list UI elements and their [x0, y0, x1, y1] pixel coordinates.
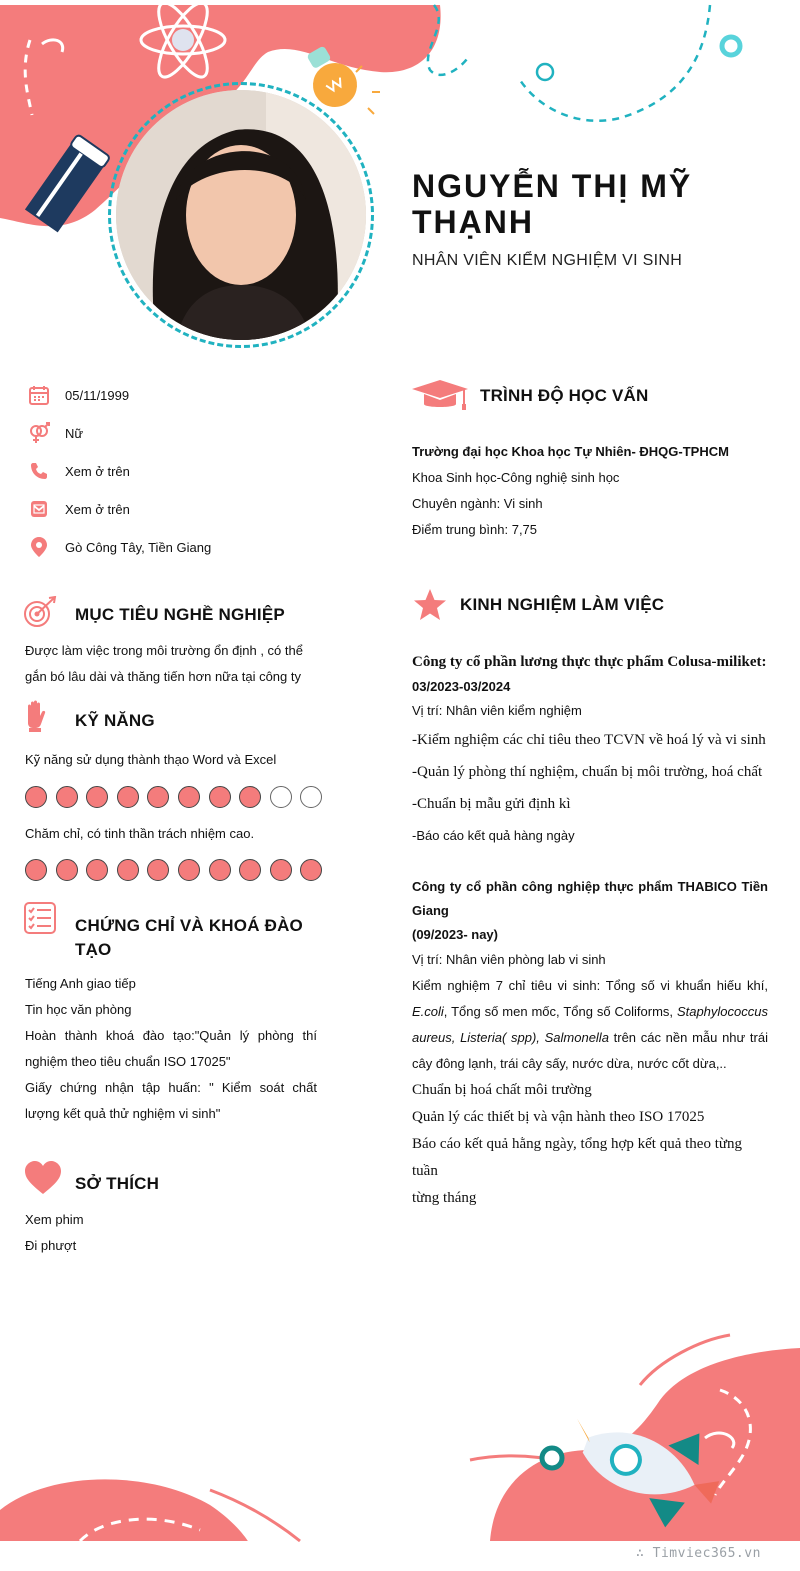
rating-dot-filled	[86, 786, 108, 808]
rating-dot-filled	[117, 786, 139, 808]
rating-dot-filled	[239, 786, 261, 808]
experience-title: KINH NGHIỆM LÀM VIỆC	[460, 595, 665, 614]
job-period: (09/2023- nay)	[412, 927, 498, 942]
info-value: 05/11/1999	[65, 387, 130, 403]
watermark: ∴ Timviec365.vn	[636, 1546, 761, 1561]
rating-dot-filled	[117, 859, 139, 881]
company-name-cont: Giang	[412, 903, 449, 918]
job-position: Vị trí: Nhân viên phòng lab vi sinh	[412, 952, 606, 967]
gpa: Điểm trung bình: 7,75	[412, 522, 538, 537]
info-value: Nữ	[65, 425, 84, 441]
rating-dot-filled	[56, 786, 78, 808]
certificates-title: CHỨNG CHỈ VÀ KHOÁ ĐÀO TẠO	[75, 916, 303, 959]
job-duty: từng tháng	[412, 1190, 477, 1206]
job-duty: -Kiểm nghiệm các chỉ tiêu theo TCVN về hoá lý và vi sinh	[412, 732, 766, 748]
gender-icon	[28, 422, 50, 444]
target-icon	[24, 596, 58, 633]
rating-dot-filled	[86, 859, 108, 881]
job-period: 03/2023-03/2024	[412, 679, 511, 694]
star-icon	[413, 588, 447, 627]
email-icon	[28, 498, 50, 520]
rating-dot-filled	[209, 859, 231, 881]
skills-title: KỸ NĂNG	[75, 711, 155, 730]
location-pin-icon	[28, 536, 50, 558]
rating-dot-empty	[300, 786, 322, 808]
rating-dot-filled	[209, 786, 231, 808]
objective-title: MỤC TIÊU NGHỀ NGHIỆP	[75, 605, 285, 624]
education-title: TRÌNH ĐỘ HỌC VẤN	[480, 386, 649, 405]
info-phone	[28, 459, 130, 483]
info-gender	[28, 421, 83, 445]
info-address	[28, 535, 211, 559]
major: Chuyên ngành: Vi sinh	[412, 496, 543, 511]
job-duty: Báo cáo kết quả hằng ngày, tổng hợp kết quả theo từng tuần	[412, 1136, 743, 1179]
skill-rating	[25, 859, 322, 881]
hobbies-title: SỞ THÍCH	[75, 1174, 160, 1193]
certificate-item: Tiếng Anh giao tiếp	[25, 976, 136, 991]
checklist-icon	[24, 902, 56, 939]
graduation-cap-icon	[412, 380, 468, 417]
job-description: Kiểm nghiệm 7 chỉ tiêu vi sinh: Tổng số vi khuẩn hiếu khí, E.coli, Tổng số men mốc, Tổng số Coliforms, Staphylococcus aureus, Listeria( spp), Salmonella trên các nền mẫu như trái cây đông lạnh, trái cây sấy, nước dừa, nước cốt dừa,..	[412, 978, 768, 1071]
rating-dot-filled	[25, 786, 47, 808]
certificate-item: Tin học văn phòng	[25, 1002, 132, 1017]
certificate-item: nghiệm theo tiêu chuẩn ISO 17025"	[25, 1054, 231, 1069]
rating-dot-filled	[56, 859, 78, 881]
education-details	[412, 439, 729, 543]
phone-icon	[28, 460, 50, 482]
job-duty: -Chuẩn bị mẫu gửi định kì	[412, 796, 571, 812]
job-duty: -Quản lý phòng thí nghiệm, chuẩn bị môi trường, hoá chất	[412, 764, 763, 780]
job-entry-2	[412, 875, 768, 1212]
info-value: Xem ở trên	[65, 463, 130, 479]
info-email	[28, 497, 130, 521]
profile-photo	[116, 90, 366, 340]
objective-text: Được làm việc trong môi trường ổn định , có thể gắn bó lâu dài và thăng tiến hơn nữa tại công ty	[25, 643, 303, 684]
heart-icon	[24, 1161, 62, 1200]
job-entry-1	[412, 648, 768, 852]
job-duty: Chuẩn bị hoá chất môi trường	[412, 1082, 592, 1098]
company-name: Công ty cổ phần lương thực thực phẩm Colusa-miliket:	[412, 654, 767, 670]
skill-label: Kỹ năng sử dụng thành thạo Word và Excel	[25, 752, 277, 767]
rating-dot-filled	[25, 859, 47, 881]
certificate-item: lượng kết quả thử nghiệm vi sinh"	[25, 1106, 221, 1121]
rating-dot-filled	[147, 859, 169, 881]
rating-dot-filled	[300, 859, 322, 881]
certificate-item: Hoàn thành khoá đào tạo:"Quản lý phòng thí	[25, 1028, 317, 1043]
certificates-list	[25, 971, 317, 1127]
rating-dot-filled	[178, 859, 200, 881]
candidate-name: NGUYỄN THỊ MỸ THẠNH	[412, 168, 693, 240]
calendar-icon	[28, 384, 50, 406]
hobby-item: Xem phim	[25, 1212, 84, 1227]
job-duty: Quản lý các thiết bị và vận hành theo ISO 17025	[412, 1109, 705, 1125]
rating-dot-filled	[147, 786, 169, 808]
skill-label: Chăm chỉ, có tinh thần trách nhiệm cao.	[25, 826, 255, 841]
rating-dot-filled	[239, 859, 261, 881]
hobbies-list	[25, 1207, 84, 1259]
info-value: Gò Công Tây, Tiền Giang	[65, 539, 212, 555]
certificate-item: Giấy chứng nhận tập huấn: " Kiểm soát chất	[25, 1080, 317, 1095]
rating-dot-empty	[270, 786, 292, 808]
hobby-item: Đi phượt	[25, 1238, 77, 1253]
info-birthdate	[28, 383, 129, 407]
company-name: Công ty cổ phần công nghiệp thực phẩm THABICO Tiền	[412, 879, 768, 894]
info-value: Xem ở trên	[65, 501, 130, 517]
job-position: Vị trí: Nhân viên kiểm nghiệm	[412, 703, 582, 718]
job-title: NHÂN VIÊN KIỂM NGHIỆM VI SINH	[412, 252, 683, 269]
job-duty: -Báo cáo kết quả hàng ngày	[412, 828, 575, 843]
skill-rating	[25, 786, 322, 808]
school-name: Trường đại học Khoa học Tự Nhiên- ĐHQG-TPHCM	[412, 444, 729, 459]
rating-dot-filled	[270, 859, 292, 881]
rating-dot-filled	[178, 786, 200, 808]
footer-decoration	[0, 1330, 800, 1571]
hand-icon	[24, 700, 48, 737]
faculty: Khoa Sinh học-Công nghiệ sinh học	[412, 470, 620, 485]
